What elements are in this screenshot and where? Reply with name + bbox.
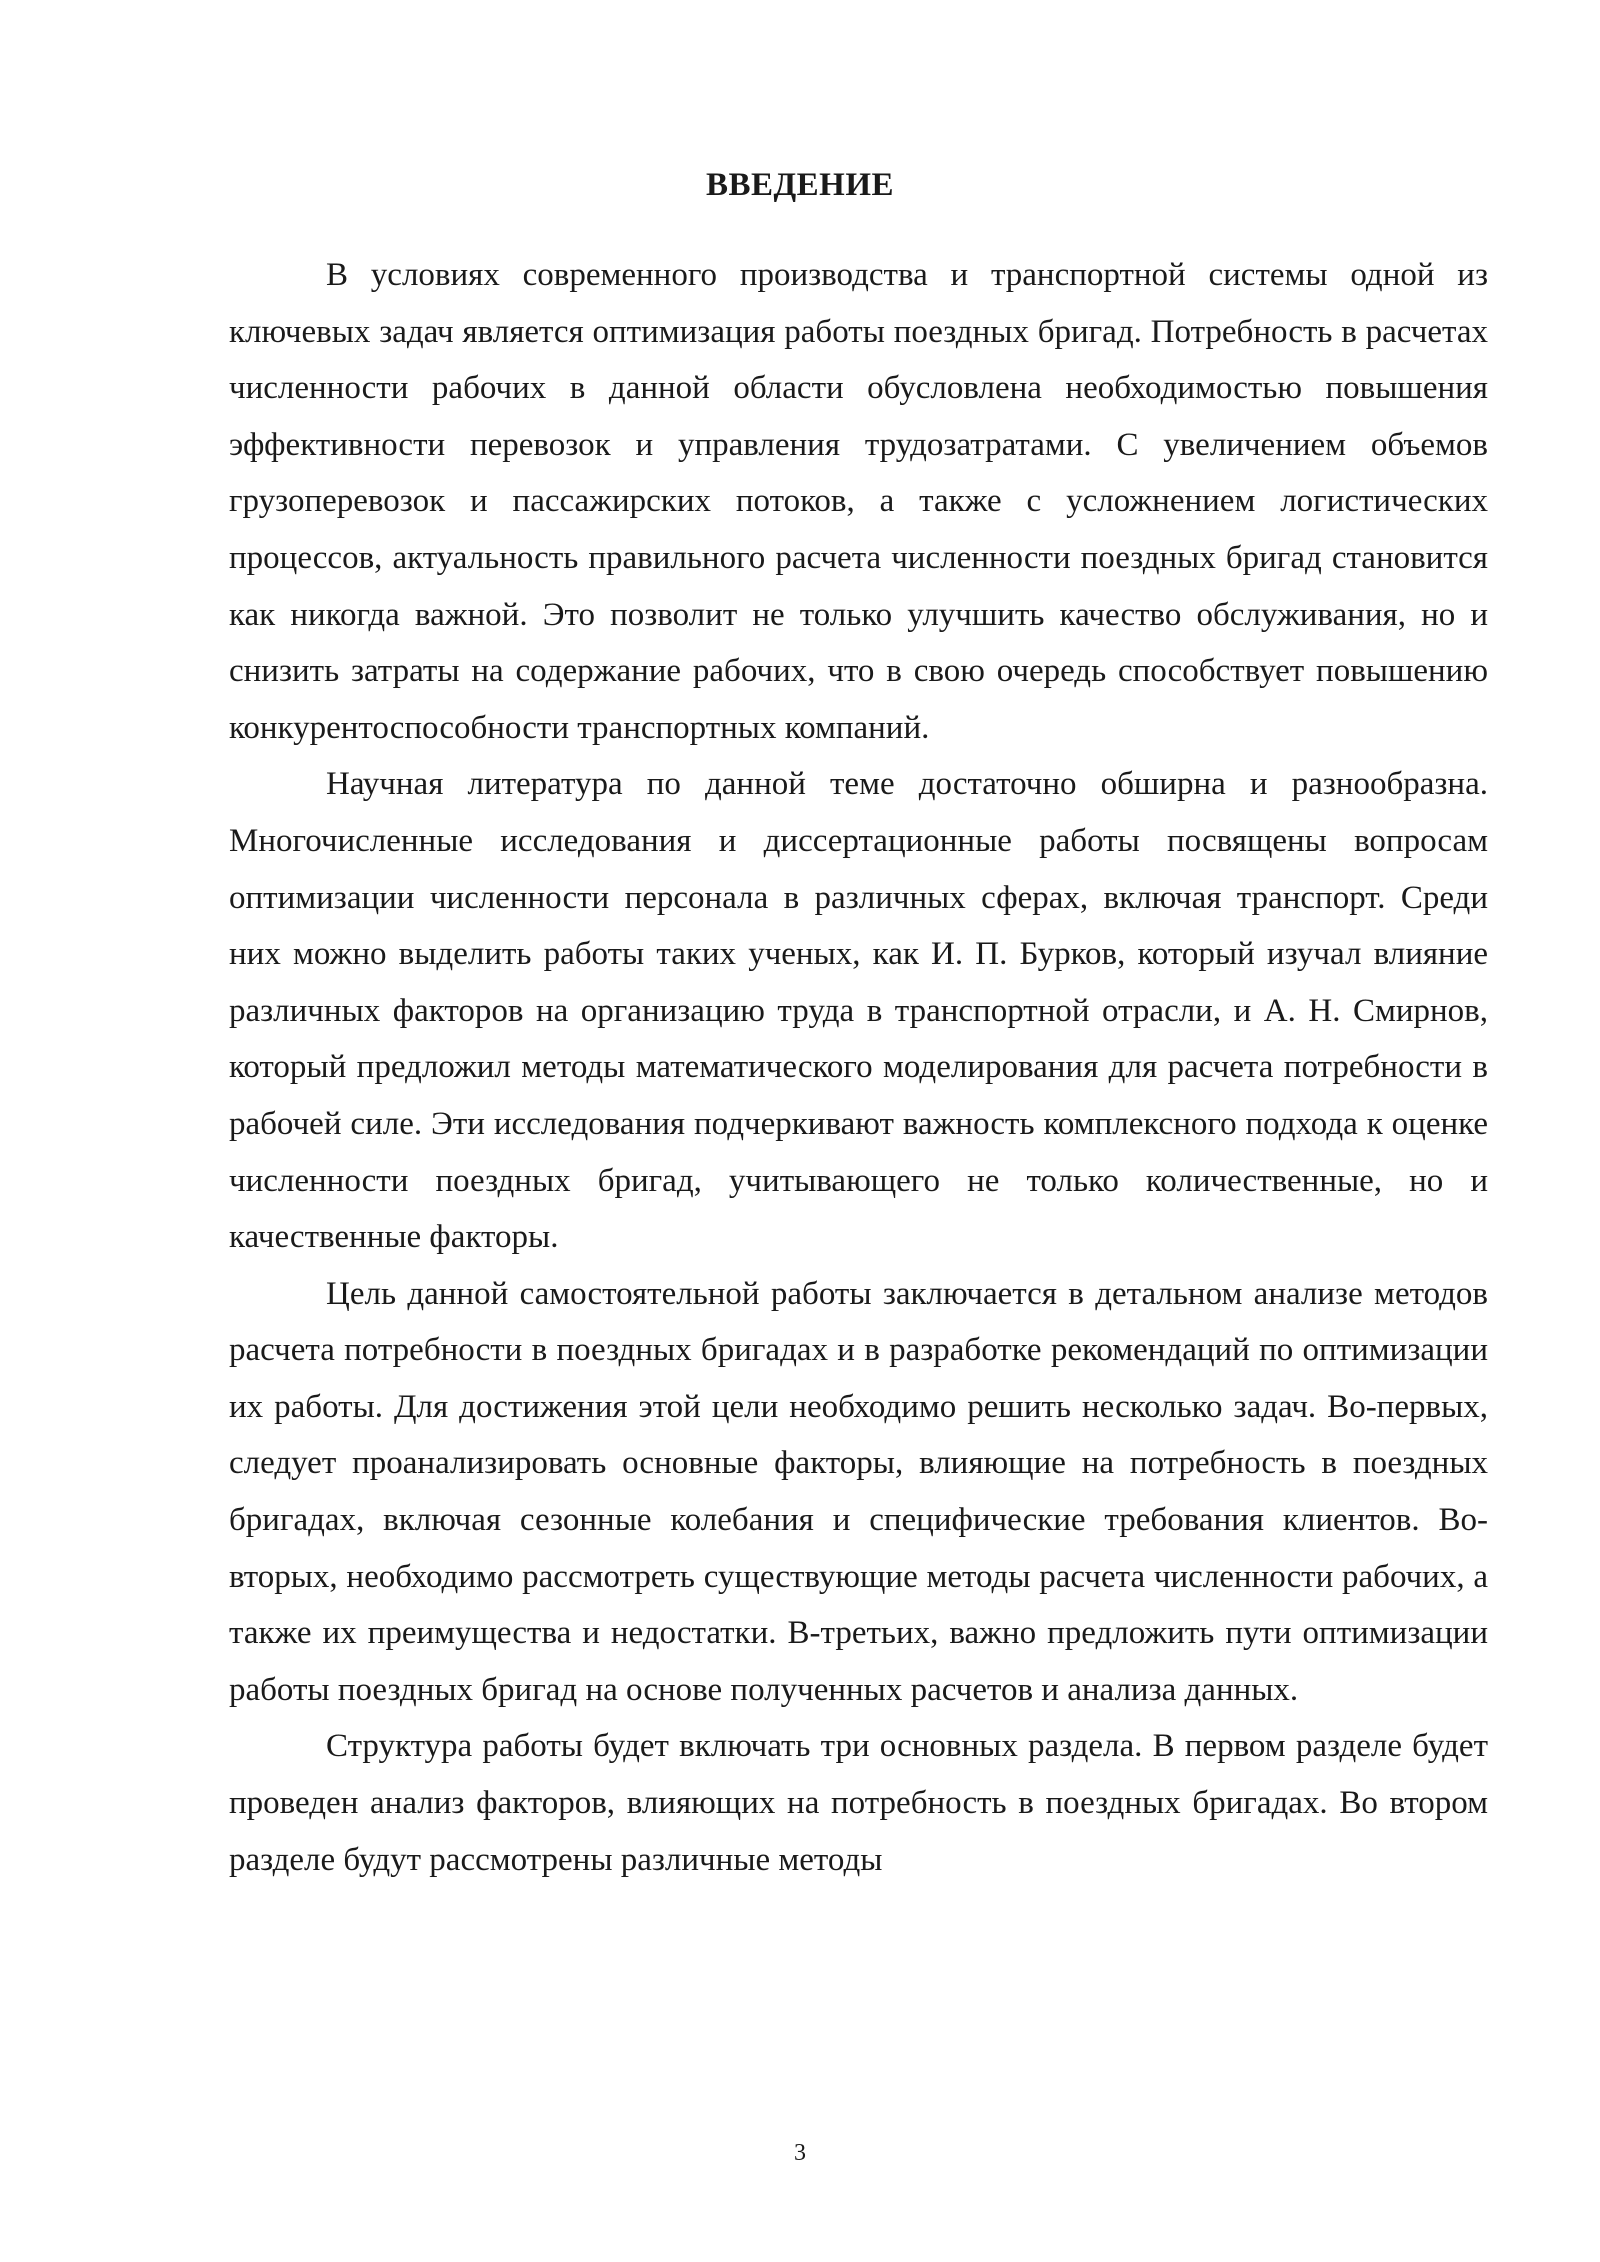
paragraph-3: Цель данной самостоятельной работы заключается в детальном анализе методов расчета потребности в поездных бригадах и в разработке рекомендаций по оптимизации их работы. Для достижения этой цели необходимо решить несколько задач. Во-первых, следует проанализировать основные факторы, влияющие на потребность в поездных бригадах, включая сезонные колебания и специфические требования клиентов. Во-вторых, необходимо рассмотреть существующие методы расчета численности рабочих, а также их преимущества и недостатки. В-третьих, важно предложить пути оптимизации работы поездных бригад на основе полученных расчетов и анализа данных. xyxy=(229,1275,1488,1708)
page-title: ВВЕДЕНИЕ xyxy=(705,167,895,203)
paragraph-4: Структура работы будет включать три основных раздела. В первом разделе будет проведен анализ факторов, влияющих на потребность в поездных бригадах. Во втором разделе будут рассмотрены различные методы xyxy=(229,1728,1488,1878)
paragraph-2: Научная литература по данной теме достаточно обширна и разнообразна. Многочисленные исследования и диссертационные работы посвящены вопросам оптимизации численности персонала в различных сферах, включая транспорт. Среди них можно выделить работы таких ученых, как И. П. Бурков, который изучал влияние различных факторов на организацию труда в транспортной отрасли, и А. Н. Смирнов, который предложил методы математического моделирования для расчета потребности в рабочей силе. Эти исследования подчеркивают важность комплексного подхода к оценке численности поездных бригад, учитывающего не только количественные, но и качественные факторы. xyxy=(229,766,1488,1256)
body-text xyxy=(229,247,1488,1888)
paragraph-1: В условиях современного производства и транспортной системы одной из ключевых задач является оптимизация работы поездных бригад. Потребность в расчетах численности рабочих в данной области обусловлена необходимостью повышения эффективности перевозок и управления трудозатратами. С увеличением объемов грузоперевозок и пассажирских потоков, а также с усложнением логистических процессов, актуальность правильного расчета численности поездных бригад становится как никогда важной. Это позволит не только улучшить качество обслуживания, но и снизить затраты на содержание рабочих, что в свою очередь способствует повышению конкурентоспособности транспортных компаний. xyxy=(229,257,1488,746)
page-number: 3 xyxy=(794,2140,806,2166)
